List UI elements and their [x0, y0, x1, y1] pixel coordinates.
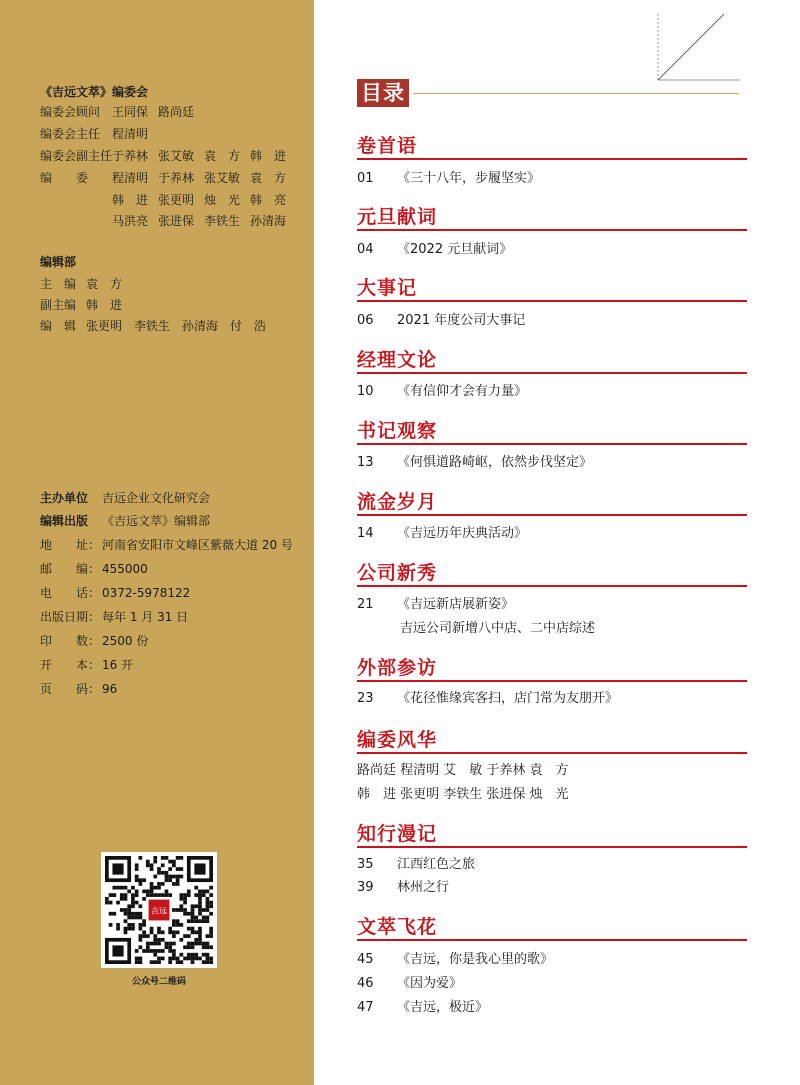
committee-name: 张更明: [158, 193, 195, 207]
section-title: 公司新秀: [357, 562, 438, 584]
pub-label: 页 码：: [40, 682, 101, 696]
pub-label: 编辑出版: [40, 514, 89, 528]
pub-value: 吉远企业文化研究会: [102, 491, 211, 505]
qr-caption: 公众号二维码: [131, 977, 186, 987]
pub-value: 0372-5978122: [102, 586, 191, 600]
toc-entry-page: 01: [357, 171, 374, 186]
pub-value: 16 开: [102, 658, 134, 672]
section-title: 经理文论: [357, 349, 438, 371]
committee-name: 于养林: [158, 171, 195, 185]
toc-entry-page: 39: [357, 880, 374, 895]
toc-entry[interactable]: [357, 857, 475, 873]
section-title: 元旦献词: [357, 206, 438, 228]
committee-name: 张艾敏: [158, 149, 195, 163]
section-divider: [357, 680, 747, 682]
pub-value: 每年 1 月 31 日: [102, 610, 189, 624]
pub-label: 电 话：: [40, 586, 101, 600]
pub-label: 地 址：: [40, 538, 101, 552]
toc-entry-text: 《花径惟缘宾客扫，店门常为友朋开》: [397, 691, 619, 706]
qr-seal-logo: 吉远: [151, 906, 167, 916]
toc-entry-page: 47: [357, 1000, 374, 1015]
committee-name: 张进保: [158, 214, 195, 228]
committee-name: 孙清海: [250, 214, 287, 228]
section-divider: [357, 846, 747, 848]
section-title: 知行漫记: [357, 823, 438, 845]
toc-entry-page: 21: [357, 597, 374, 612]
section-divider: [357, 300, 747, 302]
editorial-name: 付 浩: [230, 319, 267, 333]
toc-entry-text: 林州之行: [397, 880, 450, 895]
toc-entry-text: 2021 年度公司大事记: [397, 313, 526, 328]
section-divider: [357, 229, 747, 231]
toc-entry-page: 45: [357, 952, 374, 967]
committee-name: 程清明: [112, 127, 149, 141]
toc-entry-text: 江西红色之旅: [397, 857, 476, 872]
section-title: 外部参访: [357, 657, 438, 679]
committee-name: 韩 进: [112, 193, 149, 207]
section-divider: [357, 372, 747, 374]
section-divider: [357, 939, 747, 941]
section-divider: [357, 443, 747, 445]
toc-names-line: 韩 进 张更明 李铁生 张进保 烛 光: [357, 787, 569, 802]
pub-value: 《吉远文萃》编辑部: [102, 514, 211, 528]
committee-role: 编委会主任: [40, 127, 101, 141]
editorial-name: 李铁生: [134, 319, 171, 333]
section-title: 卷首语: [357, 135, 418, 157]
pub-value: 2500 份: [102, 634, 149, 648]
committee-role: 编 委: [40, 171, 89, 185]
toc-names-line: 路尚廷 程清明 艾 敏 于养林 袁 方: [357, 763, 569, 778]
section-divider: [357, 752, 747, 754]
committee-title: 《吉远文萃》编委会: [40, 85, 149, 99]
toc-entry-text: 《2022 元旦献词》: [397, 242, 513, 257]
committee-name: 韩 亮: [250, 193, 287, 207]
committee-role: 编委会副主任: [40, 149, 113, 163]
toc-entry-subtitle: 吉远公司新增八中店、二中店综述: [400, 621, 596, 636]
section-title: 流金岁月: [357, 491, 438, 513]
toc-entry[interactable]: [357, 313, 525, 329]
committee-role: 编委会顾问: [40, 105, 101, 119]
section-title: 大事记: [357, 277, 418, 299]
toc-entry[interactable]: [357, 597, 514, 613]
committee-name: 王同保: [112, 105, 149, 119]
toc-entry-page: 14: [357, 526, 374, 541]
pub-label: 主办单位: [40, 491, 89, 505]
toc-entry-text: 《三十八年，步履坚实》: [397, 171, 541, 186]
pub-label: 开 本：: [40, 658, 101, 672]
toc-entry-text: 《何惧道路崎岖，依然步伐坚定》: [397, 455, 593, 470]
toc-entry[interactable]: [357, 952, 553, 968]
editorial-name: 孙清海: [182, 319, 219, 333]
editorial-name: 袁 方: [86, 277, 123, 291]
editorial-role: 主 编: [40, 277, 77, 291]
toc-entry[interactable]: [357, 242, 512, 258]
toc-entry-page: 04: [357, 242, 374, 257]
toc-title-rule: [413, 93, 739, 94]
toc-entry[interactable]: [357, 171, 540, 187]
toc-entry[interactable]: [357, 880, 449, 896]
committee-name: 李铁生: [204, 214, 241, 228]
toc-entry[interactable]: [357, 455, 592, 471]
pub-label: 邮 编：: [40, 562, 101, 576]
toc-entry-page: 46: [357, 976, 374, 991]
toc-entry-page: 06: [357, 313, 374, 328]
section-divider: [357, 158, 747, 160]
section-title: 编委风华: [357, 729, 438, 751]
pub-value: 455000: [102, 562, 148, 576]
toc-entry-page: 13: [357, 455, 374, 470]
committee-name: 程清明: [112, 171, 149, 185]
toc-entry-page: 10: [357, 384, 374, 399]
committee-name: 韩 进: [250, 149, 287, 163]
committee-name: 袁 方: [250, 171, 287, 185]
pub-label: 印 数：: [40, 634, 101, 648]
toc-entry-text: 《有信仰才会有力量》: [397, 384, 528, 399]
committee-name: 张艾敏: [204, 171, 241, 185]
toc-entry[interactable]: [357, 691, 618, 707]
toc-entry-text: 《吉远历年庆典活动》: [397, 526, 528, 541]
committee-name: 马洪亮: [112, 214, 149, 228]
toc-entry[interactable]: [357, 384, 527, 400]
committee-name: 路尚廷: [158, 105, 195, 119]
qr-code-icon: [101, 852, 217, 968]
toc-entry-page: 35: [357, 857, 374, 872]
toc-entry-page: 23: [357, 691, 374, 706]
toc-entry-text: 《因为爱》: [397, 976, 463, 991]
committee-name: 于养林: [112, 149, 149, 163]
section-title: 书记观察: [357, 420, 438, 442]
masthead-panel: [0, 0, 314, 1085]
qr-code[interactable]: [101, 852, 217, 968]
pub-value: 96: [102, 682, 118, 696]
committee-name: 袁 方: [204, 149, 241, 163]
section-divider: [357, 585, 747, 587]
editorial-name: 韩 进: [86, 298, 123, 312]
corner-decoration-icon: [650, 10, 740, 85]
editorial-role: 副主编: [40, 298, 77, 312]
toc-entry[interactable]: [357, 1000, 488, 1016]
editorial-name: 张更明: [86, 319, 123, 333]
toc-entry[interactable]: [357, 526, 527, 542]
section-title: 文萃飞花: [357, 916, 438, 938]
editorial-role: 编 辑: [40, 319, 77, 333]
toc-title: 目录: [357, 79, 409, 107]
pub-value: 河南省安阳市文峰区紫薇大道 20 号: [102, 538, 293, 552]
toc-entry[interactable]: [357, 976, 462, 992]
toc-entry-text: 《吉远，你是我心里的歌》: [397, 952, 554, 967]
section-divider: [357, 514, 747, 516]
toc-entry-text: 《吉远，极近》: [397, 1000, 489, 1015]
editorial-title: 编辑部: [40, 255, 77, 269]
committee-name: 烛 光: [204, 193, 241, 207]
toc-entry-text: 《吉远新店展新姿》: [397, 597, 515, 612]
pub-label: 出版日期：: [40, 610, 101, 624]
